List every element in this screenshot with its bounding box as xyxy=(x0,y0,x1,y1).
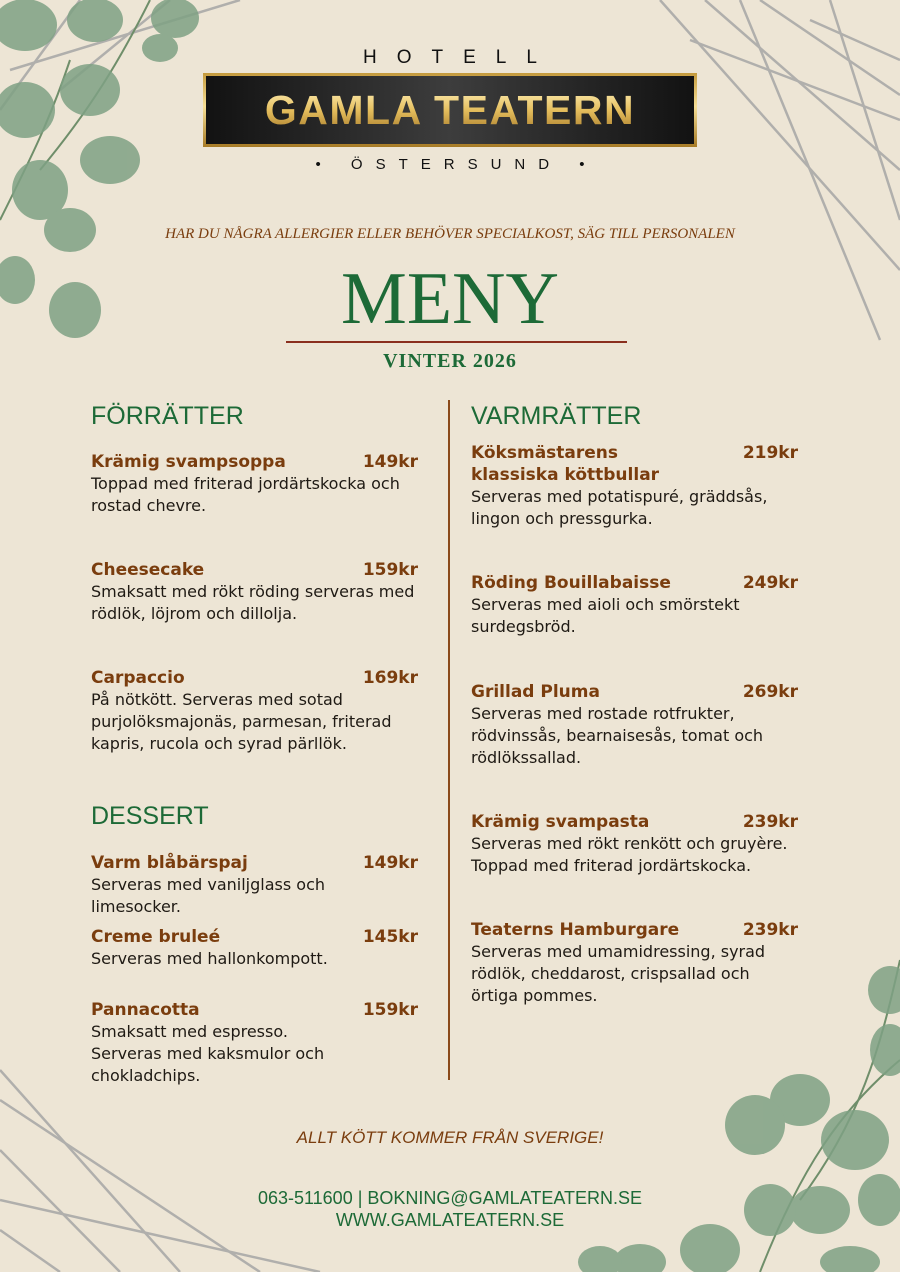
item-description: Toppad med friterad jordärtskocka och rostad chevre. xyxy=(91,474,400,515)
item-name: Röding Bouillabaisse xyxy=(471,573,671,593)
section-title-forratter: FÖRRÄTTER xyxy=(91,402,244,430)
hotel-label: HOTELL xyxy=(363,47,557,68)
contact-website: WWW.GAMLATEATERN.SE xyxy=(335,1210,565,1230)
item-price: 159kr xyxy=(362,560,418,580)
item-name: Creme bruleé xyxy=(91,927,221,947)
logo xyxy=(203,73,697,147)
item-description: Serveras med aioli och smörstekt surdegsbröd. xyxy=(471,595,740,636)
contact-phone-email: 063-511600 | BOKNING@GAMLATEATERN.SE xyxy=(257,1188,643,1208)
menu-title: MENY xyxy=(341,258,559,340)
item-name: Teaterns Hamburgare xyxy=(471,920,680,940)
menu-item xyxy=(471,919,798,1007)
item-name: Köksmästarens klassiska köttbullar xyxy=(471,443,660,485)
menu-item xyxy=(91,852,418,918)
item-price: 145kr xyxy=(362,927,418,947)
item-name: Cheesecake xyxy=(91,560,205,580)
section-title-varmratter: VARMRÄTTER xyxy=(471,402,642,430)
item-name: Krämig svampsoppa xyxy=(91,452,286,472)
section-title-dessert: DESSERT xyxy=(91,802,209,830)
item-description: Serveras med rökt renkött och gruyère. Toppad med friterad jordärtskocka. xyxy=(471,834,788,875)
item-description-extra: Serveras med kaksmulor och chokladchips. xyxy=(91,1044,325,1085)
item-description: Serveras med rostade rotfrukter, rödvinssås, bearnaisesås, tomat och rödlökssallad. xyxy=(471,704,764,767)
item-price: 239kr xyxy=(742,812,798,832)
item-price: 149kr xyxy=(362,452,418,472)
item-description: På nötkött. Serveras med sotad purjolöksmajonäs, parmesan, friterad kapris, rucola och syrad pärllök. xyxy=(91,690,392,753)
item-description: Smaksatt med rökt röding serveras med rödlök, löjrom och dillolja. xyxy=(91,582,415,623)
menu-item xyxy=(91,999,436,1087)
item-description: Serveras med vaniljglass och limesocker. xyxy=(91,875,326,916)
logo-plate xyxy=(206,76,694,144)
item-name: Pannacotta xyxy=(91,1000,200,1020)
item-name: Grillad Pluma xyxy=(471,682,600,702)
menu-item xyxy=(471,811,798,877)
item-price: 239kr xyxy=(742,920,798,940)
season-label: VINTER 2026 xyxy=(383,350,517,372)
city-label: • ÖSTERSUND • xyxy=(315,156,598,173)
allergy-note: HAR DU NÅGRA ALLERGIER ELLER BEHÖVER SPECIALKOST, SÄG TILL PERSONALEN xyxy=(165,226,735,242)
item-price: 269kr xyxy=(742,682,798,702)
column-divider xyxy=(448,400,450,1080)
item-price: 249kr xyxy=(742,573,798,593)
item-price: 149kr xyxy=(362,853,418,873)
item-description: Serveras med umamidressing, syrad rödlök, cheddarost, crispsallad och örtiga pommes. xyxy=(471,942,766,1005)
item-price: 219kr xyxy=(742,443,798,463)
menu-item xyxy=(471,681,798,769)
menu-item xyxy=(471,572,798,638)
meat-origin-note: ALLT KÖTT KOMMER FRÅN SVERIGE! xyxy=(296,1128,604,1147)
menu-item xyxy=(91,451,418,517)
logo-text: GAMLA TEATERN xyxy=(264,86,636,133)
item-name: Krämig svampasta xyxy=(471,812,650,832)
item-price: 169kr xyxy=(362,668,418,688)
menu-item xyxy=(91,559,418,625)
item-description: Smaksatt med espresso. xyxy=(91,1022,288,1041)
title-divider xyxy=(286,341,627,343)
menu-item xyxy=(91,926,418,970)
item-description: Serveras med potatispuré, gräddsås, lingon och pressgurka. xyxy=(471,487,768,528)
menu-item xyxy=(91,667,418,755)
menu-item xyxy=(471,442,798,530)
item-description: Serveras med hallonkompott. xyxy=(91,949,328,968)
item-name: Carpaccio xyxy=(91,668,185,688)
item-name: Varm blåbärspaj xyxy=(91,853,248,873)
item-price: 159kr xyxy=(362,1000,418,1020)
